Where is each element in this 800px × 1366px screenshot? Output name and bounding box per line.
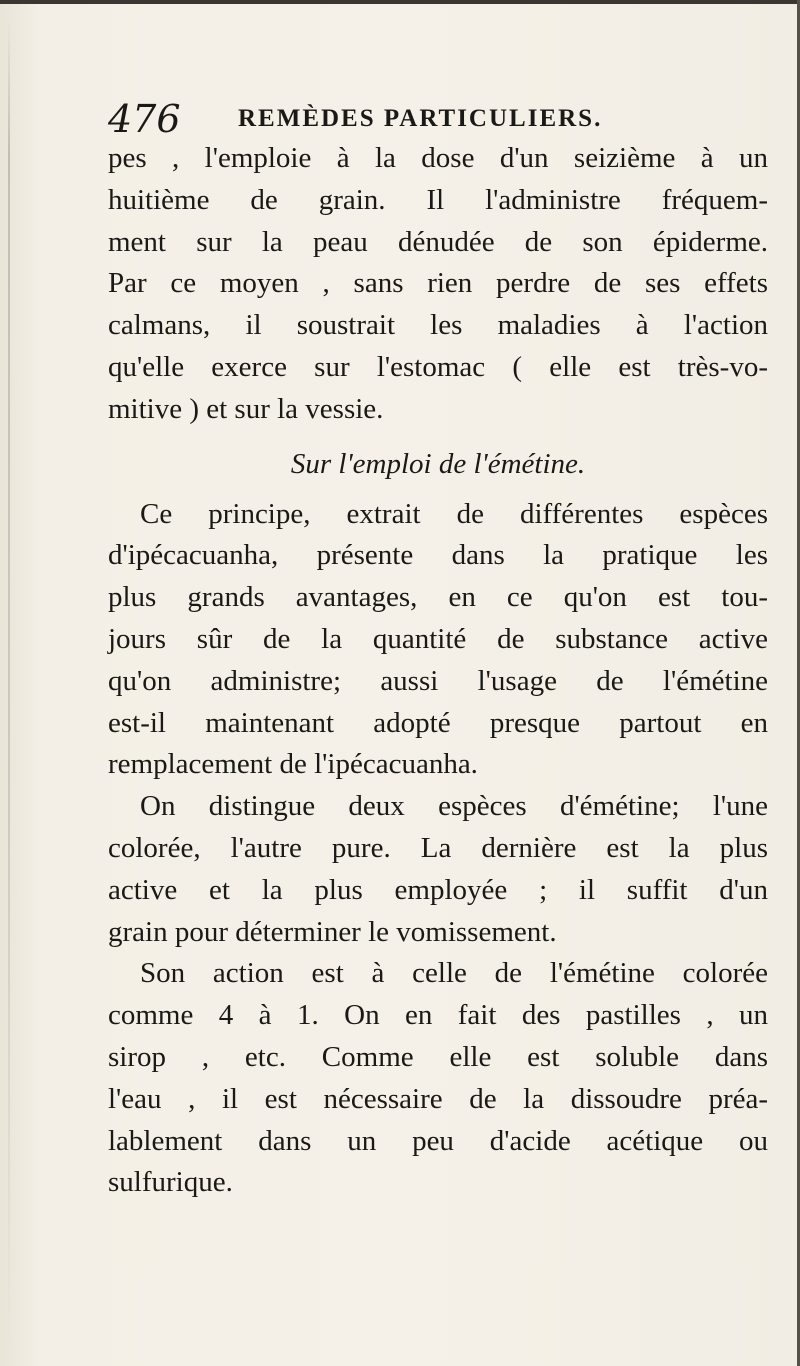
text-line: sulfurique. xyxy=(108,1166,233,1199)
text-line: d'ipécacuanha, présente dans la pratique les xyxy=(108,539,768,572)
text-line: mitive ) et sur la vessie. xyxy=(108,392,384,425)
text-line: Son action est à celle de l'émétine colorée xyxy=(140,957,768,990)
text-line: qu'on administre; aussi l'usage de l'émétine xyxy=(108,664,768,697)
paragraph-emetine-intro xyxy=(108,494,768,787)
text-line: colorée, l'autre pure. La dernière est la plus xyxy=(108,831,768,864)
paragraph-two-kinds xyxy=(108,786,768,953)
text-line: Par ce moyen , sans rien perdre de ses effets xyxy=(108,267,768,300)
text-line: jours sûr de la quantité de substance active xyxy=(108,622,768,655)
text-line: plus grands avantages, en ce qu'on est tou- xyxy=(108,581,768,614)
text-line: Ce principe, extrait de différentes espèces xyxy=(140,497,768,530)
text-line: lablement dans un peu d'acide acétique ou xyxy=(108,1124,768,1157)
text-line: calmans, il soustrait les maladies à l'action xyxy=(108,309,768,342)
text-line: On distingue deux espèces d'émétine; l'une xyxy=(140,790,768,823)
text-line: est-il maintenant adopté presque partout en xyxy=(108,706,768,739)
text-line: pes , l'emploie à la dose d'un seizième à un xyxy=(108,142,768,174)
page-header xyxy=(108,96,748,142)
top-edge-rule xyxy=(0,0,800,4)
text-line: active et la plus employée ; il suffit d'un xyxy=(108,873,768,906)
text-line: sirop , etc. Comme elle est soluble dans xyxy=(108,1040,768,1073)
left-edge-shadow xyxy=(8,20,10,1350)
section-title: Sur l'emploi de l'émétine. xyxy=(290,447,586,480)
running-head: REMÈDES PARTICULIERS. xyxy=(238,105,603,132)
paragraph-action xyxy=(108,953,768,1204)
text-line: huitième de grain. Il l'administre fréquem- xyxy=(108,183,768,216)
paragraph-continuation xyxy=(108,138,768,431)
text-line: remplacement de l'ipécacuanha. xyxy=(108,748,478,781)
text-line: l'eau , il est nécessaire de la dissoudre préa- xyxy=(108,1082,768,1115)
text-line: ment sur la peau dénudée de son épiderme. xyxy=(108,225,768,258)
page-text xyxy=(108,138,768,1204)
text-line: comme 4 à 1. On en fait des pastilles , un xyxy=(108,999,768,1032)
text-line: qu'elle exerce sur l'estomac ( elle est très-vo- xyxy=(108,350,768,383)
text-line: grain pour déterminer le vomissement. xyxy=(108,915,557,948)
page-number: 476 xyxy=(108,97,181,141)
